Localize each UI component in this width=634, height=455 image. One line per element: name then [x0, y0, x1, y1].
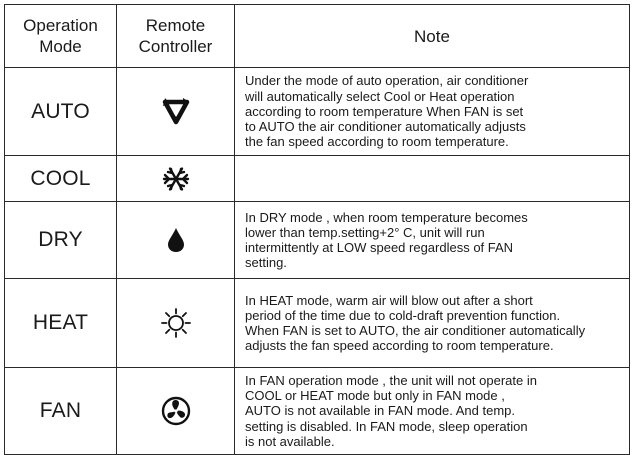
- note-cell: In HEAT mode, warm air will blow out after a short period of the time due to cold-draft prevention function. When FAN is set to AUTO, the air conditioner automatically adjusts the fan speed according to room temperature.: [235, 279, 630, 368]
- fan-icon: [161, 396, 191, 426]
- header-operation-mode: Operation Mode: [5, 5, 117, 68]
- note-cell: Under the mode of auto operation, air conditioner will automatically select Cool or Heat operation according to room temperature When FAN is set to AUTO the air conditioner automatically adjusts the fan speed according to room temperature.: [235, 68, 630, 156]
- header-note: Note: [235, 5, 630, 68]
- sun-icon: [160, 307, 192, 339]
- mode-cell: HEAT: [5, 279, 117, 368]
- mode-cell: AUTO: [5, 68, 117, 156]
- remote-icon-cell: [117, 202, 235, 279]
- auto-arrows-icon: [161, 97, 191, 127]
- table-row-cool: [5, 156, 630, 202]
- remote-icon-cell: [117, 68, 235, 156]
- operation-mode-table: [4, 4, 630, 455]
- mode-cell: FAN: [5, 368, 117, 455]
- table-row-heat: [5, 279, 630, 368]
- header-remote-controller: Remote Controller: [117, 5, 235, 68]
- note-cell: In DRY mode , when room temperature becomes lower than temp.setting+2° C, unit will run intermittently at LOW speed regardless of FAN setting.: [235, 202, 630, 279]
- table-row-fan: [5, 368, 630, 455]
- note-cell: In FAN operation mode , the unit will not operate in COOL or HEAT mode but only in FAN mode , AUTO is not available in FAN mode. And temp. setting is disabled. In FAN mode, sleep operation is not available.: [235, 368, 630, 455]
- table-row-auto: [5, 68, 630, 156]
- table-header-row: [5, 5, 630, 68]
- water-drop-icon: [166, 227, 186, 253]
- table-row-dry: [5, 202, 630, 279]
- remote-icon-cell: [117, 156, 235, 202]
- remote-icon-cell: [117, 368, 235, 455]
- mode-cell: DRY: [5, 202, 117, 279]
- snowflake-icon: [162, 166, 190, 192]
- mode-cell: COOL: [5, 156, 117, 202]
- remote-icon-cell: [117, 279, 235, 368]
- note-cell: [235, 156, 630, 202]
